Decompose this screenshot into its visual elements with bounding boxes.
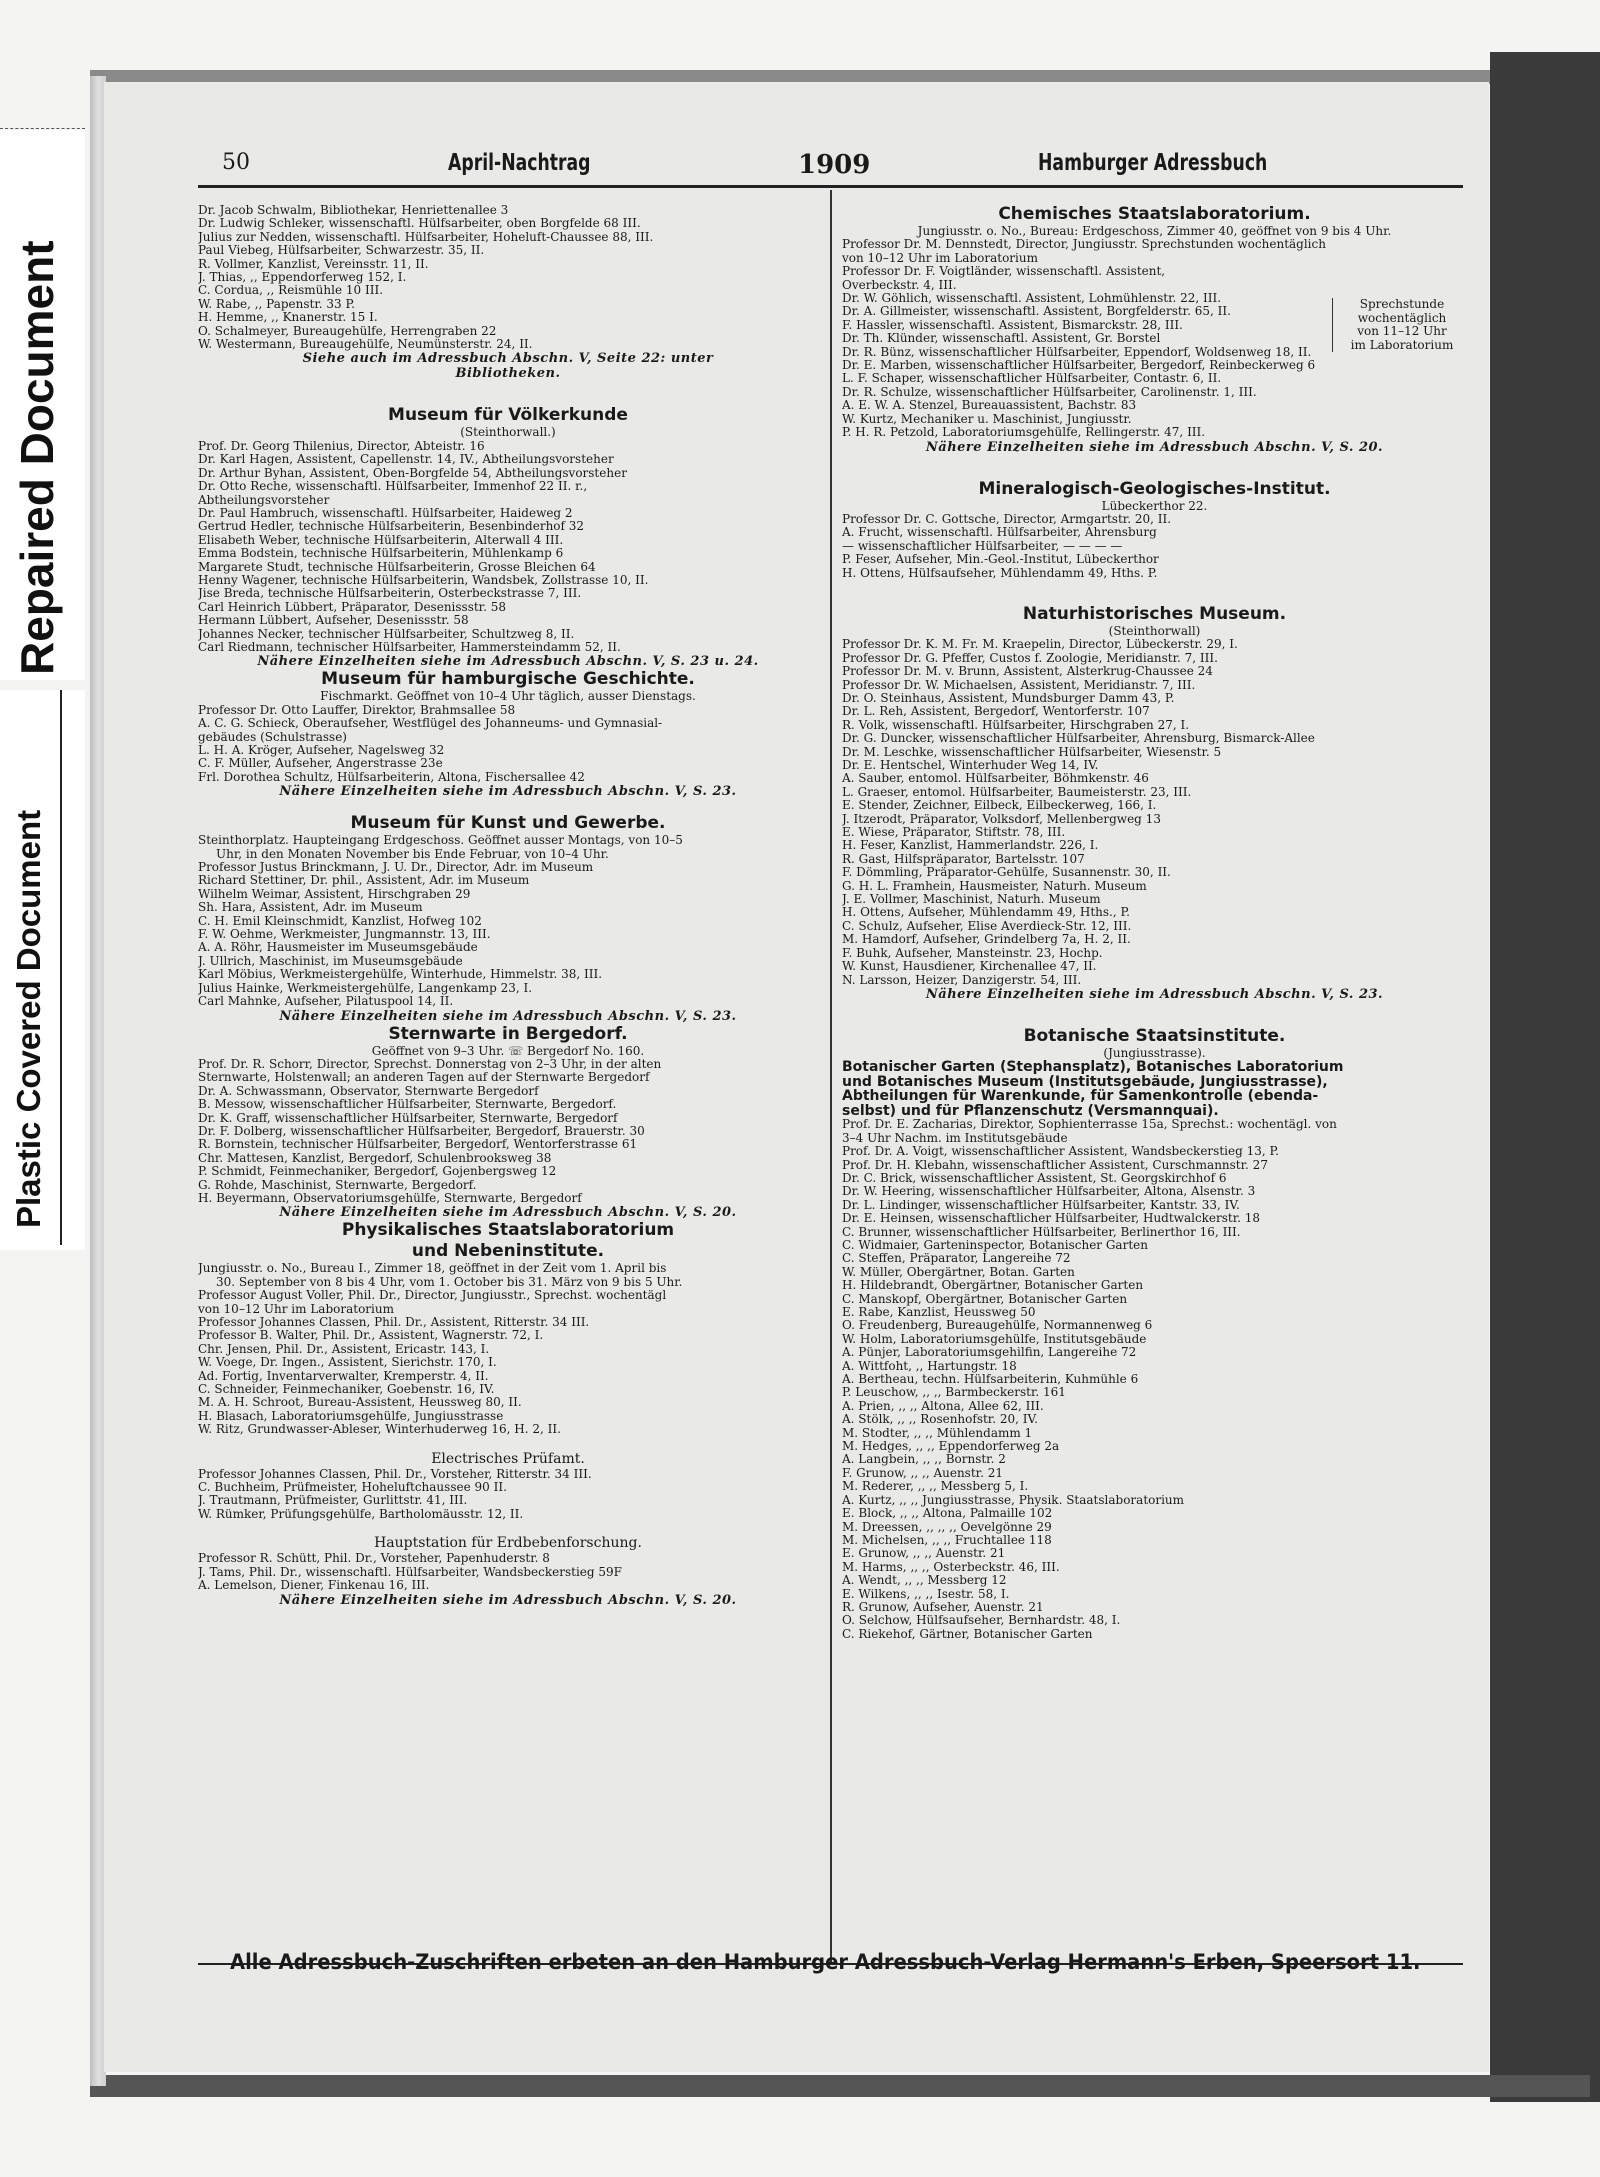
column-divider: [830, 190, 832, 1963]
list-item: Dr. L. Reh, Assistent, Bergedorf, Wentorferstr. 107: [842, 705, 1150, 719]
kunst-subtitle: Steinthorplatz. Haupteingang Erdgeschoss. Geöffnet ausser Montags, von 10–5: [198, 834, 683, 848]
list-item: 3–4 Uhr Nachm. im Institutsgebäude: [842, 1131, 1068, 1145]
list-item: Professor Dr. Otto Lauffer, Direktor, Brahmsallee 58: [198, 703, 516, 717]
list-item: E. Rabe, Kanzlist, Heussweg 50: [842, 1306, 1036, 1319]
list-item: Dr. M. Leschke, wissenschaftlicher Hülfsarbeiter, Wiesenstr. 5: [842, 745, 1222, 759]
list-item: Prof. Dr. H. Klebahn, wissenschaftlicher Assistent, Curschmannstr. 27: [842, 1158, 1268, 1172]
list-item: A. E. W. A. Stenzel, Bureauassistent, Bachstr. 83: [842, 399, 1137, 413]
list-item: E. Block, ,, ,, Altona, Palmaille 102: [842, 1507, 1053, 1521]
list-item: W. Westermann, Bureaugehülfe, Neumünsterstr. 24, II.: [198, 338, 533, 352]
list-item: A. A. Röhr, Hausmeister im Museumsgebäude: [198, 941, 478, 955]
list-item: Dr. E. Hentschel, Winterhuder Weg 14, IV.: [842, 759, 1099, 772]
list-item: F. Grunow, ,, ,, Auenstr. 21: [842, 1466, 1003, 1480]
list-item: M. Hamdorf, Aufseher, Grindelberg 7a, H. 2, II.: [842, 933, 1131, 947]
list-item: Prof. Dr. R. Schorr, Director, Sprechst. Donnerstag von 2–3 Uhr, in der alten: [198, 1057, 662, 1071]
list-item: C. Cordua, ,, Reismühle 10 III.: [198, 284, 384, 298]
list-item: Professor Dr. M. Dennstedt, Director, Jungiusstr. Sprechstunden wochentäglich: [842, 238, 1326, 252]
list-item: von 10–12 Uhr im Laboratorium: [842, 251, 1038, 265]
list-item: R. Bornstein, technischer Hülfsarbeiter, Bergedorf, Wentorferstrasse 61: [198, 1138, 638, 1152]
list-item: E. Grunow, ,, ,, Auenstr. 21: [842, 1547, 1006, 1561]
list-item: H. Hemme, ,, Knanerstr. 15 I.: [198, 311, 378, 325]
list-item: Dr. Th. Klünder, wissenschaftl. Assistent, Gr. Borstel: [842, 332, 1161, 346]
list-item: Professor B. Walter, Phil. Dr., Assistent, Wagnerstr. 72, I.: [198, 1329, 544, 1343]
list-item: R. Vollmer, Kanzlist, Vereinsstr. 11, II.: [198, 257, 429, 271]
list-item: Dr. Jacob Schwalm, Bibliothekar, Henriettenallee 3: [198, 204, 509, 217]
side-tag-divider: [0, 128, 85, 129]
list-item: B. Messow, wissenschaftlicher Hülfsarbeiter, Sternwarte, Bergedorf.: [198, 1098, 617, 1112]
list-item: Prof. Dr. A. Voigt, wissenschaftlicher Assistent, Wandsbeckerstieg 13, P.: [842, 1145, 1279, 1159]
geschichte-list: [198, 704, 818, 784]
kunst-subtitle-2: Uhr, in den Monaten November bis Ende Februar, von 10–4 Uhr.: [216, 847, 609, 861]
list-item: C. Steffen, Präparator, Langereihe 72: [842, 1252, 1071, 1266]
list-item: C. Widmaier, Garteninspector, Botanischer Garten: [842, 1238, 1148, 1252]
list-item: R. Volk, wissenschaftl. Hülfsarbeiter, Hirschgraben 27, I.: [842, 718, 1190, 732]
list-item: Henny Wagener, technische Hülfsarbeiterin, Wandsbek, Zollstrasse 10, II.: [198, 573, 649, 587]
plastic-covered-label: Plastic Covered Document: [10, 809, 47, 1228]
list-item: J. Tams, Phil. Dr., wissenschaftl. Hülfsarbeiter, Wandsbeckerstieg 59F: [198, 1565, 622, 1579]
mineral-subtitle: Lübeckerthor 22.: [1101, 499, 1208, 513]
list-item: Sh. Hara, Assistent, Adr. im Museum: [198, 901, 423, 915]
botanik-heading: [842, 1060, 1467, 1118]
list-item: C. Schulz, Aufseher, Elise Averdieck-Str. 12, III.: [842, 919, 1132, 933]
list-item: L. F. Schaper, wissenschaftlicher Hülfsarbeiter, Contastr. 6, II.: [842, 372, 1222, 386]
geschichte-subtitle: Fischmarkt. Geöffnet von 10–4 Uhr täglich, ausser Dienstags.: [320, 690, 696, 704]
natur-note: Nähere Einzelheiten siehe im Adressbuch Abschn. V, S. 23.: [925, 986, 1384, 1002]
list-item: Karl Möbius, Werkmeistergehülfe, Winterhude, Himmelstr. 38, III.: [198, 968, 603, 982]
list-item: Botanischer Garten (Stephansplatz), Botanisches Laboratorium: [842, 1060, 1344, 1075]
list-item: H. Feser, Kanzlist, Hammerlandstr. 226, I.: [842, 839, 1099, 853]
list-item: Dr. E. Heinsen, wissenschaftlicher Hülfsarbeiter, Hudtwalckerstr. 18: [842, 1212, 1261, 1226]
list-item: A. Sauber, entomol. Hülfsarbeiter, Böhmkenstr. 46: [842, 772, 1149, 786]
chemie-note: Nähere Einzelheiten siehe im Adressbuch Abschn. V, S. 20.: [925, 439, 1384, 455]
natur-subtitle: (Steinthorwall): [1108, 624, 1201, 638]
list-item: Professor Justus Brinckmann, J. U. Dr., Director, Adr. im Museum: [198, 861, 594, 875]
list-item: Carl Riedmann, technischer Hülfsarbeiter, Hammersteindamm 52, II.: [198, 640, 621, 654]
list-item: G. H. L. Framhein, Hausmeister, Naturh. Museum: [842, 879, 1147, 893]
list-item: J. Itzerodt, Präparator, Volksdorf, Mellenbergweg 13: [842, 812, 1161, 826]
list-item: F. Hassler, wissenschaftl. Assistent, Bismarckstr. 28, III.: [842, 318, 1183, 332]
list-item: C. F. Müller, Aufseher, Angerstrasse 23e: [198, 757, 443, 771]
list-item: A. C. G. Schieck, Oberaufseher, Westflügel des Johanneums- und Gymnasial-: [198, 717, 663, 731]
list-item: Margarete Studt, technische Hülfsarbeiterin, Grosse Bleichen 64: [198, 560, 596, 574]
mineral-list: [842, 513, 1467, 580]
list-item: Dr. F. Dolberg, wissenschaftlicher Hülfsarbeiter, Bergedorf, Brauerstr. 30: [198, 1124, 645, 1138]
list-item: Wilhelm Weimar, Assistent, Hirschgraben 29: [198, 887, 471, 901]
list-item: W. Rabe, ,, Papenstr. 33 P.: [198, 297, 355, 311]
repaired-document-label: Repaired Document: [11, 240, 63, 675]
list-item: F. Dömmling, Präparator-Gehülfe, Susannenstr. 30, II.: [842, 866, 1171, 880]
list-item: Dr. O. Steinhaus, Assistent, Mundsburger Damm 43, P.: [842, 691, 1175, 705]
left-column: [198, 204, 818, 1608]
header-rule: [198, 185, 1463, 188]
list-item: Dr. R. Schulze, wissenschaftlicher Hülfsarbeiter, Carolinenstr. 1, III.: [842, 385, 1257, 399]
right-column: [842, 204, 1467, 1641]
list-item: H. Beyermann, Observatoriumsgehülfe, Sternwarte, Bergedorf: [198, 1191, 582, 1205]
list-item: A. Wendt, ,, ,, Messberg 12: [842, 1574, 1007, 1588]
list-item: H. Hildebrandt, Obergärtner, Botanischer Garten: [842, 1279, 1144, 1293]
list-item: Elisabeth Weber, technische Hülfsarbeiterin, Alterwall 4 III.: [198, 533, 564, 547]
list-item: W. Rümker, Prüfungsgehülfe, Bartholomäusstr. 12, II.: [198, 1507, 524, 1521]
erdbeben-title: Hauptstation für Erdbebenforschung.: [374, 1535, 642, 1552]
note-bibliotheken-2: Bibliotheken.: [455, 366, 561, 382]
list-item: C. Manskopf, Obergärtner, Botanischer Garten: [842, 1292, 1128, 1306]
list-item: Dr. Arthur Byhan, Assistent, Oben-Borgfelde 54, Abtheilungsvorsteher: [198, 466, 627, 480]
list-item: Hermann Lübbert, Aufseher, Desenissstr. 58: [198, 614, 469, 628]
chemie-bracket-note: [1332, 298, 1467, 352]
list-item: E. Wiese, Präparator, Stiftstr. 78, III.: [842, 826, 1066, 840]
list-item: Prof. Dr. Georg Thilenius, Director, Abteistr. 16: [198, 439, 485, 453]
list-item: G. Rohde, Maschinist, Sternwarte, Bergedorf.: [198, 1178, 477, 1192]
list-item: selbst) und für Pflanzenschutz (Versmannquai).: [842, 1103, 1219, 1119]
chemie-subtitle: Jungiusstr. o. No., Bureau: Erdgeschoss, Zimmer 40, geöffnet von 9 bis 4 Uhr.: [917, 225, 1392, 238]
list-item: W. Kurtz, Mechaniker u. Maschinist, Jungiusstr.: [842, 412, 1132, 426]
year: 1909: [798, 150, 871, 180]
list-item: O. Schalmeyer, Bureaugehülfe, Herrengraben 22: [198, 324, 497, 338]
list-item: Professor Johannes Classen, Phil. Dr., Assistent, Ritterstr. 34 III.: [198, 1316, 590, 1329]
page-number: 50: [222, 150, 250, 175]
list-item: W. Müller, Obergärtner, Botan. Garten: [842, 1265, 1075, 1279]
scanner-edge-bottom: [90, 2075, 1590, 2097]
list-item: Dr. G. Duncker, wissenschaftlicher Hülfsarbeiter, Ahrensburg, Bismarck-Allee: [842, 732, 1315, 746]
list-item: A. Wittfoht, ,, Hartungstr. 18: [842, 1359, 1017, 1373]
list-item: J. Ullrich, Maschinist, im Museumsgebäude: [198, 954, 463, 968]
list-item: E. Stender, Zeichner, Eilbeck, Eilbeckerweg, 166, I.: [842, 799, 1157, 813]
list-item: Carl Heinrich Lübbert, Präparator, Desenissstr. 58: [198, 600, 506, 614]
list-item: R. Grunow, Aufseher, Auenstr. 21: [842, 1600, 1044, 1614]
list-item: Sprechstunde: [1359, 298, 1445, 312]
list-item: Chr. Jensen, Phil. Dr., Assistent, Ericastr. 143, I.: [198, 1342, 490, 1356]
footer-notice: Alle Adressbuch-Zuschriften erbeten an den Hamburger Adressbuch-Verlag Hermann's Erben, Speersort 11.: [230, 1950, 1421, 1974]
section-title: April-Nachtrag: [448, 150, 591, 176]
list-item: Dr. Paul Hambruch, wissenschaftl. Hülfsarbeiter, Haideweg 2: [198, 506, 573, 520]
physik-note: Nähere Einzelheiten siehe im Adressbuch Abschn. V, S. 20.: [279, 1592, 737, 1608]
list-item: W. Voege, Dr. Ingen., Assistent, Sierichstr. 170, I.: [198, 1356, 497, 1370]
list-item: A. Kurtz, ,, ,, Jungiusstrasse, Physik. Staatslaboratorium: [842, 1493, 1185, 1507]
list-item: W. Ritz, Grundwasser-Ableser, Winterhuderweg 16, H. 2, II.: [198, 1423, 561, 1437]
list-item: Dr. L. Lindinger, wissenschaftlicher Hülfsarbeiter, Kantstr. 33, IV.: [842, 1198, 1240, 1212]
list-item: Professor Dr. W. Michaelsen, Assistent, Meridianstr. 7, III.: [842, 678, 1196, 692]
botanik-list: [842, 1118, 1467, 1641]
note-bibliotheken: Siehe auch im Adressbuch Abschn. V, Seite 22: unter: [302, 351, 714, 367]
pruefamt-list: [198, 1468, 818, 1522]
list-item: A. Lemelson, Diener, Finkenau 16, III.: [198, 1579, 430, 1593]
list-item: Abtheilungen für Warenkunde, für Samenkontrolle (ebenda-: [842, 1089, 1319, 1104]
list-item: Dr. Karl Hagen, Assistent, Capellenstr. 14, IV., Abtheilungsvorsteher: [198, 453, 614, 467]
list-item: C. Brunner, wissenschaftlicher Hülfsarbeiter, Berlinerthor 16, III.: [842, 1225, 1241, 1239]
list-item: Carl Mahnke, Aufseher, Pilatuspool 14, II.: [198, 995, 454, 1009]
list-item: Professor R. Schütt, Phil. Dr., Vorsteher, Papenhuderstr. 8: [198, 1552, 550, 1566]
natur-list: [842, 638, 1467, 987]
list-item: im Laboratorium: [1350, 338, 1454, 352]
list-item: A. Stölk, ,, ,, Rosenhofstr. 20, IV.: [842, 1413, 1038, 1427]
sternwarte-note: Nähere Einzelheiten siehe im Adressbuch Abschn. V, S. 20.: [279, 1205, 737, 1221]
list-item: C. Schneider, Feinmechaniker, Goebenstr. 16, IV.: [198, 1383, 495, 1397]
list-item: gebäudes (Schulstrasse): [198, 730, 347, 744]
list-item: A. Frucht, wissenschaftl. Hülfsarbeiter, Ahrensburg: [842, 526, 1157, 540]
list-item: Dr. K. Graff, wissenschaftlicher Hülfsarbeiter, Sternwarte, Bergedorf: [198, 1111, 618, 1125]
list-item: Julius zur Nedden, wissenschaftl. Hülfsarbeiter, Hoheluft-Chaussee 88, III.: [198, 230, 654, 244]
voelkerkunde-title: Museum für Völkerkunde: [388, 405, 628, 426]
list-item: P. Feser, Aufseher, Min.-Geol.-Institut, Lübeckerthor: [842, 553, 1159, 567]
list-item: H. Ottens, Hülfsaufseher, Mühlendamm 49, Hths. P.: [842, 566, 1158, 580]
list-item: O. Freudenberg, Bureaugehülfe, Normannenweg 6: [842, 1319, 1153, 1333]
list-item: H. Blasach, Laboratoriumsgehülfe, Jungiusstrasse: [198, 1409, 504, 1423]
list-item: E. Wilkens, ,, ,, Isestr. 58, I.: [842, 1587, 1010, 1601]
list-item: J. Trautmann, Prüfmeister, Gurlittstr. 41, III.: [198, 1494, 468, 1508]
list-item: L. Graeser, entomol. Hülfsarbeiter, Baumeisterstr. 23, III.: [842, 785, 1192, 799]
list-item: O. Selchow, Hülfsaufseher, Bernhardstr. 48, I.: [842, 1614, 1121, 1628]
kunst-list: [198, 861, 818, 1008]
voelkerkunde-subtitle: (Steinthorwall.): [460, 426, 556, 440]
list-item: P. Schmidt, Feinmechaniker, Bergedorf, Gojenbergsweg 12: [198, 1165, 557, 1179]
list-item: N. Larsson, Heizer, Danzigerstr. 54, III.: [842, 973, 1082, 987]
list-item: J. Thias, ,, Eppendorferweg 152, I.: [198, 271, 407, 285]
list-item: A. Bertheau, techn. Hülfsarbeiterin, Kuhmühle 6: [842, 1373, 1139, 1387]
chemie-title: Chemisches Staatslaboratorium.: [998, 204, 1311, 224]
list-item: P. Leuschow, ,, ,, Barmbeckerstr. 161: [842, 1386, 1066, 1400]
list-item: Dr. Otto Reche, wissenschaftl. Hülfsarbeiter, Immenhof 22 II. r.,: [198, 480, 588, 494]
list-item: Professor Dr. G. Pfeffer, Custos f. Zoologie, Meridianstr. 7, III.: [842, 651, 1218, 665]
kunst-title: Museum für Kunst und Gewerbe.: [350, 813, 666, 834]
chemie-block: [842, 238, 1467, 439]
list-item: Sternwarte, Holstenwall; an anderen Tagen auf der Sternwarte Bergedorf: [198, 1071, 650, 1085]
list-item: C. Riekehof, Gärtner, Botanischer Garten: [842, 1627, 1093, 1641]
botanik-title: Botanische Staatsinstitute.: [1023, 1025, 1286, 1046]
sternwarte-title: Sternwarte in Bergedorf.: [388, 1023, 628, 1044]
list-item: Dr. Ludwig Schleker, wissenschaftl. Hülfsarbeiter, oben Borgfelde 68 III.: [198, 217, 641, 231]
list-item: M. Michelsen, ,, ,, Fruchtallee 118: [842, 1533, 1052, 1547]
physik-title-2: und Nebeninstitute.: [411, 1241, 605, 1262]
list-item: Chr. Mattesen, Kanzlist, Bergedorf, Schulenbrooksweg 38: [198, 1151, 552, 1165]
list-item: R. Gast, Hilfspräparator, Bartelsstr. 107: [842, 852, 1085, 866]
kunst-note: Nähere Einzelheiten siehe im Adressbuch Abschn. V, S. 23.: [279, 1008, 737, 1024]
list-item: H. Ottens, Aufseher, Mühlendamm 49, Hths., P.: [842, 906, 1130, 920]
list-item: Dr. W. Göhlich, wissenschaftl. Assistent, Lohmühlenstr. 22, III.: [842, 292, 1222, 306]
list-item: L. H. A. Kröger, Aufseher, Nagelsweg 32: [198, 744, 445, 757]
list-item: Jise Breda, technische Hülfsarbeiterin, Osterbeckstrasse 7, III.: [198, 587, 582, 601]
list-item: M. Rederer, ,, ,, Messberg 5, I.: [842, 1480, 1029, 1494]
physik-title: Physikalisches Staatslaboratorium: [341, 1220, 675, 1241]
list-item: P. H. R. Petzold, Laboratoriumsgehülfe, Rellingerstr. 47, III.: [842, 426, 1206, 440]
list-item: W. Holm, Laboratoriumsgehülfe, Institutsgebäude: [842, 1332, 1147, 1346]
bibliothek-list: [198, 204, 818, 351]
list-item: Dr. C. Brick, wissenschaftlicher Assistent, St. Georgskirchhof 6: [842, 1171, 1227, 1185]
list-item: F. Buhk, Aufseher, Mansteinstr. 23, Hochp.: [842, 946, 1103, 960]
geschichte-note: Nähere Einzelheiten siehe im Adressbuch Abschn. V, S. 23.: [279, 784, 737, 800]
side-tag-line: [60, 690, 62, 1245]
list-item: C. Buchheim, Prüfmeister, Hoheluftchaussee 90 II.: [198, 1481, 507, 1495]
list-item: Ad. Fortig, Inventarverwalter, Kremperstr. 4, II.: [198, 1369, 489, 1383]
physik-subtitle-2: 30. September von 8 bis 4 Uhr, vom 1. October bis 31. März von 9 bis 5 Uhr.: [216, 1275, 683, 1289]
list-item: M. A. H. Schroot, Bureau-Assistent, Heussweg 80, II.: [198, 1396, 522, 1410]
list-item: F. W. Oehme, Werkmeister, Jungmannstr. 13, III.: [198, 928, 491, 942]
erdbeben-list: [198, 1552, 818, 1592]
list-item: Dr. R. Bünz, wissenschaftlicher Hülfsarbeiter, Eppendorf, Woldsenweg 18, II.: [842, 345, 1312, 359]
list-item: Paul Viebeg, Hülfsarbeiter, Schwarzestr. 35, II.: [198, 244, 485, 258]
list-item: und Botanisches Museum (Institutsgebäude, Jungiusstrasse),: [842, 1074, 1328, 1090]
botanik-subtitle: (Jungiusstrasse).: [1103, 1046, 1206, 1060]
list-item: Richard Stettiner, Dr. phil., Assistent, Adr. im Museum: [198, 874, 530, 888]
list-item: Dr. A. Gillmeister, wissenschaftl. Assistent, Borgfelderstr. 65, II.: [842, 305, 1231, 319]
list-item: Johannes Necker, technischer Hülfsarbeiter, Schultzweg 8, II.: [198, 627, 575, 641]
list-item: Professor Dr. F. Voigtländer, wissenschaftl. Assistent,: [842, 265, 1166, 279]
list-item: Dr. E. Marben, wissenschaftlicher Hülfsarbeiter, Bergedorf, Reinbeckerweg 6: [842, 359, 1316, 373]
list-item: C. H. Emil Kleinschmidt, Kanzlist, Hofweg 102: [198, 914, 482, 928]
list-item: Professor Dr. K. M. Fr. M. Kraepelin, Director, Lübeckerstr. 29, I.: [842, 638, 1238, 652]
book-title: Hamburger Adressbuch: [1038, 150, 1268, 176]
list-item: Dr. W. Heering, wissenschaftlicher Hülfsarbeiter, Altona, Alsenstr. 3: [842, 1185, 1256, 1199]
voelkerkunde-list: [198, 440, 818, 655]
list-item: A. Pünjer, Laboratoriumsgehilfin, Langereihe 72: [842, 1346, 1137, 1360]
list-item: A. Langbein, ,, ,, Bornstr. 2: [842, 1453, 1006, 1467]
list-item: Professor Dr. M. v. Brunn, Assistent, Alsterkrug-Chaussee 24: [842, 665, 1213, 679]
list-item: — wissenschaftlicher Hülfsarbeiter, — — — —: [842, 539, 1123, 553]
list-item: Professor Johannes Classen, Phil. Dr., Vorsteher, Ritterstr. 34 III.: [198, 1467, 592, 1481]
physik-subtitle: Jungiusstr. o. No., Bureau I., Zimmer 18, geöffnet in der Zeit vom 1. April bis: [198, 1262, 667, 1276]
list-item: Professor August Voller, Phil. Dr., Director, Jungiusstr., Sprechst. wochentägl: [198, 1289, 667, 1303]
geschichte-title: Museum für hamburgische Geschichte.: [321, 669, 695, 690]
sternwarte-list: [198, 1058, 818, 1205]
mineral-title: Mineralogisch-Geologisches-Institut.: [978, 478, 1331, 499]
list-item: Frl. Dorothea Schultz, Hülfsarbeiterin, Altona, Fischersallee 42: [198, 770, 585, 784]
list-item: Gertrud Hedler, technische Hülfsarbeiterin, Besenbinderhof 32: [198, 520, 585, 534]
natur-title: Naturhistorisches Museum.: [1022, 603, 1287, 624]
list-item: M. Stodter, ,, ,, Mühlendamm 1: [842, 1426, 1033, 1440]
list-item: J. E. Vollmer, Maschinist, Naturh. Museum: [842, 893, 1101, 907]
list-item: Abtheilungsvorsteher: [198, 493, 330, 507]
list-item: M. Hedges, ,, ,, Eppendorferweg 2a: [842, 1440, 1060, 1454]
list-item: Emma Bodstein, technische Hülfsarbeiterin, Mühlenkamp 6: [198, 547, 564, 561]
list-item: von 10–12 Uhr im Laboratorium: [198, 1302, 394, 1316]
sternwarte-subtitle: Geöffnet von 9–3 Uhr. ☏ Bergedorf No. 160.: [371, 1044, 645, 1058]
list-item: wochentäglich: [1357, 311, 1447, 325]
list-item: M. Dreessen, ,, ,, ,, Oevelgönne 29: [842, 1520, 1052, 1534]
list-item: Prof. Dr. E. Zacharias, Direktor, Sophienterrasse 15a, Sprechst.: wochentägl. von: [842, 1118, 1337, 1132]
list-item: Professor Dr. C. Gottsche, Director, Armgartstr. 20, II.: [842, 512, 1172, 526]
list-item: Julius Hainke, Werkmeistergehülfe, Langenkamp 23, I.: [198, 981, 533, 995]
pruefamt-title: Electrisches Prüfamt.: [431, 1450, 585, 1467]
list-item: Overbeckstr. 4, III.: [842, 278, 957, 292]
voelkerkunde-note: Nähere Einzelheiten siehe im Adressbuch Abschn. V, S. 23 u. 24.: [257, 654, 759, 670]
scanner-edge-right: [1490, 52, 1600, 2102]
list-item: M. Harms, ,, ,, Osterbeckstr. 46, III.: [842, 1560, 1060, 1574]
list-item: A. Prien, ,, ,, Altona, Allee 62, III.: [842, 1399, 1044, 1413]
physik-list: [198, 1289, 818, 1436]
list-item: W. Kunst, Hausdiener, Kirchenallee 47, II.: [842, 960, 1097, 974]
list-item: Dr. A. Schwassmann, Observator, Sternwarte Bergedorf: [198, 1084, 539, 1098]
list-item: von 11–12 Uhr: [1357, 325, 1447, 339]
